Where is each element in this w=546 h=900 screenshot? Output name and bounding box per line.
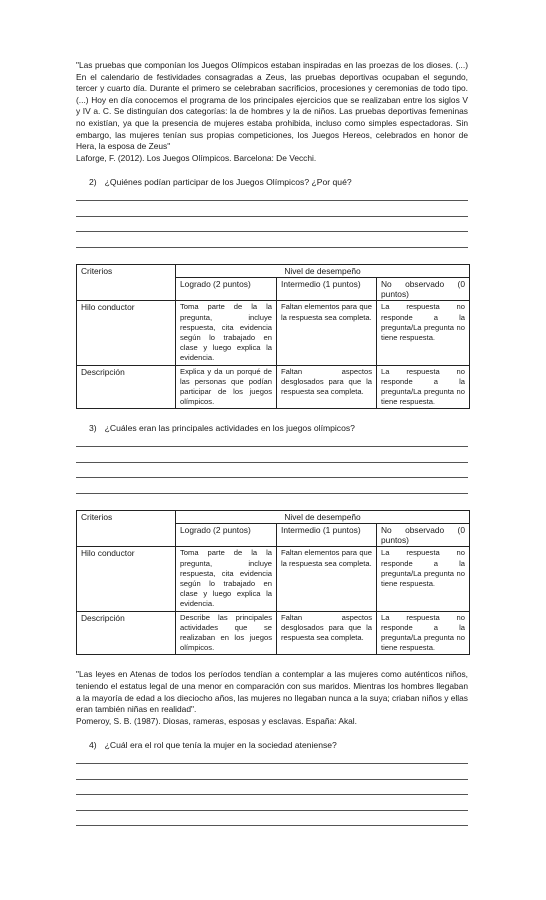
intro-quote: "Las pruebas que componían los Juegos Olímpicos estaban inspiradas en las proezas de los dioses. (...) En el calendario de festividades consagradas a Zeus, las pruebas deportivas ocupaban el segundo, tercer y cuarto día. Durante el primero se celebraban sacrificios, procesiones y ceremonias de todo tipo. (...) Hoy en día conocemos el programa de los principales ejercicios que se realizaban entre los siglos V y IV a. C. Se distinguían dos categorías: la de hombres y la de niños. Las pruebas deportivas femeninas no existían, ya que la presencia de mujeres estaba prohibida, incluso como simples espectadoras. Sin embargo, las mujeres tenían sus propias competiciones, los Juegos Hereos, celebrados en honor de Hera, la esposa de Zeus" <box>76 60 468 152</box>
question-4-number: 4) <box>89 740 97 751</box>
rubric-table-q2 <box>76 264 470 410</box>
criterion-hilo-conductor: Hilo conductor <box>77 301 176 365</box>
hilo-logrado-cell: Toma parte de la la pregunta, incluye respuesta, cita evidencia según lo trabajado en clase y luego explica la evidencia. <box>176 547 277 611</box>
question-2-number: 2) <box>89 177 97 188</box>
worksheet-page <box>76 60 468 826</box>
hilo-no-observado-cell: La respuesta no responde a la pregunta/La pregunta no tiene respuesta. <box>377 301 470 365</box>
level-achieved-header: Logrado (2 puntos) <box>176 523 277 546</box>
hilo-no-observado-cell: La respuesta no responde a la pregunta/La pregunta no tiene respuesta. <box>377 547 470 611</box>
answer-lines-q2[interactable] <box>76 185 468 247</box>
answer-line[interactable] <box>76 764 468 780</box>
answer-line[interactable] <box>76 201 468 217</box>
question-3-number: 3) <box>89 423 97 434</box>
hilo-intermedio-cell: Faltan elementos para que la respuesta sea completa. <box>277 301 377 365</box>
criterion-hilo-conductor: Hilo conductor <box>77 547 176 611</box>
level-intermediate-header: Intermedio (1 puntos) <box>277 277 377 300</box>
criterion-descripcion: Descripción <box>77 365 176 409</box>
criterion-descripcion: Descripción <box>77 611 176 655</box>
second-quote: "Las leyes en Atenas de todos los períodos tendían a contemplar a las mujeres como auténticos niños, teniendo el estatus legal de una menor en comparación con sus maridos. Mientras los hombres llegaban a la mayoría de edad a los dieciocho años, las mujeres no llegaban nunca a la suya; criaban niños y ellas eran también niñas en realidad". <box>76 669 468 715</box>
criteria-header: Criterios <box>77 510 176 547</box>
rubric-table-q3 <box>76 510 470 656</box>
descripcion-no-observado-cell: La respuesta no responde a la pregunta/La pregunta no tiene respuesta. <box>377 365 470 409</box>
answer-line[interactable] <box>76 478 468 494</box>
question-2-text: ¿Quiénes podían participar de los Juegos Olímpicos? ¿Por qué? <box>104 177 352 188</box>
performance-level-header: Nivel de desempeño <box>176 510 470 523</box>
answer-line[interactable] <box>76 795 468 811</box>
answer-line[interactable] <box>76 447 468 463</box>
answer-line[interactable] <box>76 780 468 796</box>
descripcion-logrado-cell: Describe las principales actividades que se realizaban en los juegos olímpicos. <box>176 611 277 655</box>
descripcion-intermedio-cell: Faltan aspectos desglosados para que la respuesta sea completa. <box>277 611 377 655</box>
performance-level-header: Nivel de desempeño <box>176 264 470 277</box>
criteria-header: Criterios <box>77 264 176 301</box>
level-not-observed-header: No observado (0 puntos) <box>377 523 470 546</box>
answer-line[interactable] <box>76 217 468 233</box>
level-not-observed-header: No observado (0 puntos) <box>377 277 470 300</box>
answer-lines-q4[interactable] <box>76 748 468 826</box>
descripcion-logrado-cell: Explica y da un porqué de las personas que podían participar de los juegos olímpicos. <box>176 365 277 409</box>
answer-line[interactable] <box>76 811 468 827</box>
question-4-text: ¿Cuál era el rol que tenía la mujer en la sociedad ateniense? <box>104 740 337 751</box>
descripcion-no-observado-cell: La respuesta no responde a la pregunta/La pregunta no tiene respuesta. <box>377 611 470 655</box>
answer-lines-q3[interactable] <box>76 431 468 493</box>
answer-line[interactable] <box>76 232 468 248</box>
descripcion-intermedio-cell: Faltan aspectos desglosados para que la respuesta sea completa. <box>277 365 377 409</box>
level-intermediate-header: Intermedio (1 puntos) <box>277 523 377 546</box>
intro-reference: Laforge, F. (2012). Los Juegos Olímpicos. Barcelona: De Vecchi. <box>76 152 317 163</box>
second-reference: Pomeroy, S. B. (1987). Diosas, rameras, esposas y esclavas. España: Akal. <box>76 715 357 726</box>
hilo-intermedio-cell: Faltan elementos para que la respuesta sea completa. <box>277 547 377 611</box>
answer-line[interactable] <box>76 463 468 479</box>
hilo-logrado-cell: Toma parte de la la pregunta, incluye respuesta, cita evidencia según lo trabajado en clase y luego explica la evidencia. <box>176 301 277 365</box>
question-3-text: ¿Cuáles eran las principales actividades en los juegos olímpicos? <box>104 423 355 434</box>
level-achieved-header: Logrado (2 puntos) <box>176 277 277 300</box>
